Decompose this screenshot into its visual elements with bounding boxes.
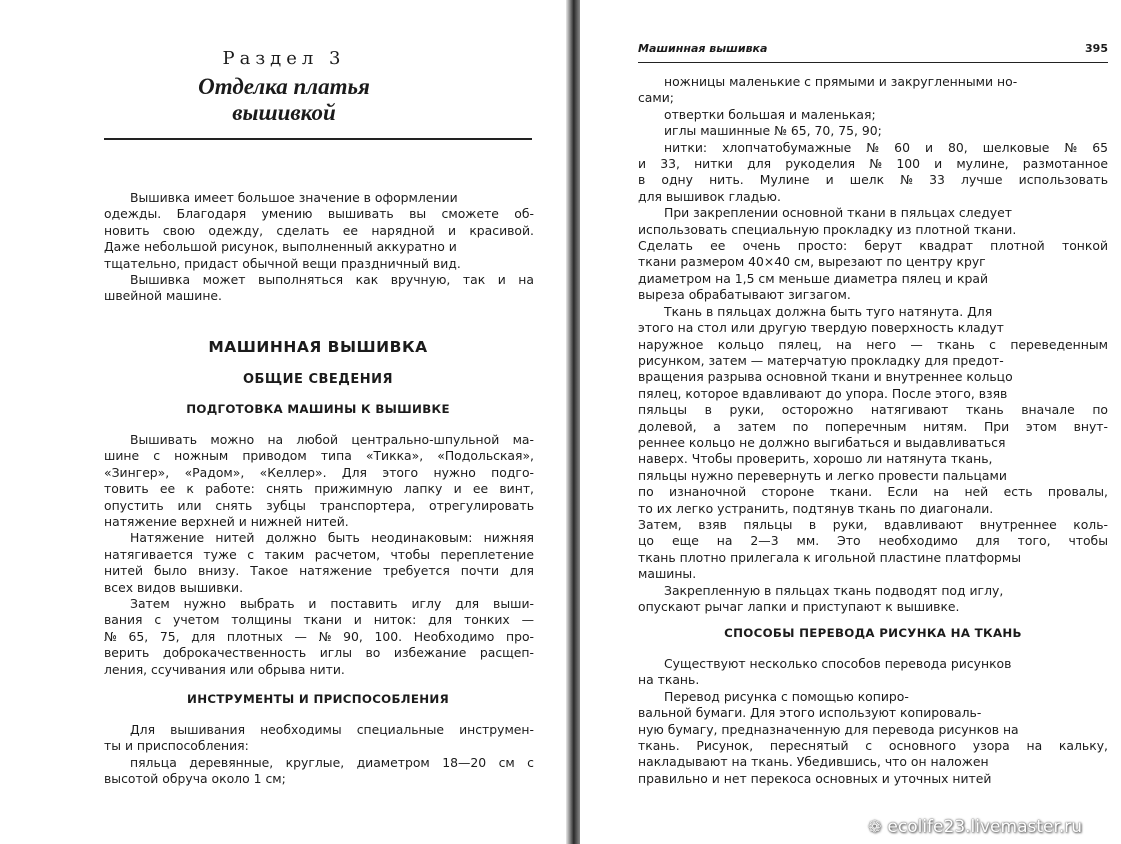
paragraph — [638, 140, 1108, 206]
paragraph — [104, 190, 534, 272]
text-line: Даже небольшой рисунок, выполненный аккуратно и — [104, 239, 457, 255]
text-line: по изнаночной стороне ткани. Если на ней есть провалы, — [638, 484, 1108, 500]
text-line: шине с ножным приводом типа «Тикка», «Подольская», — [104, 448, 534, 464]
text-line: тщательно, придаст обычной вещи праздничный вид. — [104, 255, 461, 271]
paragraph — [104, 272, 534, 305]
section-label: Раздел 3 — [222, 48, 346, 69]
text-line: иглы машинные № 65, 70, 75, 90; — [664, 123, 882, 139]
text-line: сами; — [638, 90, 674, 106]
text-line: верить доброкачественность иглы во избежание расщеп- — [104, 645, 534, 661]
text-line: Затем нужно выбрать и поставить иглу для выши- — [130, 596, 534, 612]
text-line: наружное кольцо пялец, на него — ткань с переведенным — [638, 336, 1108, 352]
prep-text — [104, 432, 534, 678]
running-head-rule — [638, 62, 1108, 63]
text-line: Вышивка может выполняться как вручную, так и на — [130, 272, 534, 288]
text-line: правильно и нет перекоса основных и уточных нитей — [638, 770, 992, 786]
text-line: одежды. Благодаря умению вышивать вы сможете об- — [104, 206, 534, 222]
heading-general-info: ОБЩИЕ СВЕДЕНИЯ — [242, 372, 394, 387]
paragraph — [638, 583, 1108, 616]
text-line: № 65, 75, для плотных — № 90, 100. Необходимо про- — [104, 628, 534, 644]
text-line: Затем, взяв пяльцы в руки, вдавливают внутреннее коль- — [638, 516, 1108, 532]
right-top-text — [638, 74, 1108, 615]
watermark — [868, 817, 1082, 837]
page-number: 395 — [1085, 42, 1108, 55]
text-line: Ткань в пяльцах должна быть туго натянута. Для — [664, 303, 993, 319]
text-line: в одну нить. Мулине и шелк № 33 лучше использовать — [638, 172, 1108, 188]
tools-text — [104, 722, 534, 788]
text-line: Существуют несколько способов перевода рисунков — [664, 656, 1012, 671]
paragraph — [638, 123, 1108, 139]
text-line: нитей было внизу. Такое натяжение требуется почти для — [104, 563, 534, 579]
paragraph — [104, 596, 534, 678]
right-bottom-text — [638, 656, 1108, 787]
chapter-title-line2: вышивкой — [232, 100, 336, 125]
text-line: «Зингер», «Радом», «Келлер». Для этого нужно подго- — [104, 464, 534, 480]
running-head — [638, 42, 1108, 62]
text-line: ткань плотно прилегала к игольной пластине платформы — [638, 549, 1022, 565]
text-line: ную бумагу, предназначенную для перевода рисунков на — [638, 721, 1019, 737]
text-line: вальной бумаги. Для этого используют копироваль- — [638, 705, 982, 721]
text-line: ткань. Рисунок, переснятый с основного узора на кальку, — [638, 738, 1108, 754]
text-line: использовать специальную прокладку из плотной ткани. — [638, 221, 1017, 237]
intro-text — [104, 190, 534, 305]
watermark-text: ecolife23.livemaster.ru — [887, 817, 1083, 837]
text-line: для вышивок гладью. — [638, 188, 781, 204]
paragraph — [104, 530, 534, 596]
text-line: товить ее к работе: снять прижимную лапку и ее винт, — [104, 481, 534, 497]
text-line: на ткань. — [638, 672, 700, 688]
text-line: высотой обруча около 1 см; — [104, 771, 286, 787]
text-line: этого на стол или другую твердую поверхность кладут — [638, 320, 1004, 336]
paragraph — [638, 74, 1108, 107]
text-line: опускают рычаг лапки и приступают к вышивке. — [638, 599, 960, 614]
text-line: и 33, нитки для рукоделия № 100 и мулине, размотанное — [638, 156, 1108, 172]
text-line: ножницы маленькие с прямыми и закругленными но- — [664, 74, 1018, 89]
text-line: Для вышивания необходимы специальные инструмен- — [130, 722, 534, 737]
text-line: новить свою одежду, сделать ее нарядной и красивой. — [104, 222, 534, 238]
text-line: цо еще на 2—3 мм. Это необходимо для того, чтобы — [638, 533, 1108, 549]
text-line: опустить или снять зубцы транспортера, отрегулировать — [104, 497, 534, 513]
heading-machine-prep: ПОДГОТОВКА МАШИНЫ К ВЫШИВКЕ — [186, 402, 450, 416]
title-divider — [104, 138, 532, 140]
text-line: наверх. Чтобы проверить, хорошо ли натянута ткань, — [638, 451, 993, 467]
text-line: долевой, а затем по поперечным нитям. При этом внут- — [638, 418, 1108, 434]
text-line: швейной машине. — [104, 288, 222, 304]
text-line: вания с учетом толщины ткани и ниток: для тонких — — [104, 612, 534, 628]
paragraph — [104, 755, 534, 788]
heading-machine-embroidery: МАШИННАЯ ВЫШИВКА — [208, 338, 428, 356]
text-line: выреза обрабатывают зигзагом. — [638, 287, 851, 303]
text-line: машины. — [638, 566, 697, 582]
paragraph — [638, 656, 1108, 689]
text-line: натягивается туже с таким расчетом, чтобы переплетение — [104, 546, 534, 562]
text-line: ты и приспособления: — [104, 738, 249, 754]
paragraph — [638, 107, 1108, 123]
text-line: пяльцы в руки, осторожно натягивают ткань вначале по — [638, 402, 1108, 418]
paragraph — [638, 689, 1108, 787]
text-line: рисунком, затем — матерчатую прокладку для предот- — [638, 352, 1004, 368]
text-line: Закрепленную в пяльцах ткань подводят под иглу, — [664, 582, 1004, 598]
text-line: пялец, которое вдавливают до упора. После этого, взяв — [638, 385, 1008, 401]
text-line: При закреплении основной ткани в пяльцах следует — [664, 205, 1012, 221]
text-line: то их легко устранить, подтянув ткань по диагонали. — [638, 500, 994, 516]
text-line: нитки: хлопчатобумажные № 60 и 80, шелковые № 65 — [664, 139, 1108, 155]
text-line: натяжение верхней и нижней нитей. — [104, 514, 349, 530]
chapter-title-line1: Отделка платья — [198, 74, 370, 99]
text-line: ления, ссучивания или обрыва нити. — [104, 661, 345, 677]
heading-tools: ИНСТРУМЕНТЫ И ПРИСПОСОБЛЕНИЯ — [187, 692, 449, 706]
text-line: Сделать ее очень просто: берут квадрат плотной тонкой — [638, 238, 1108, 254]
text-line: Натяжение нитей должно быть неодинаковым: нижняя — [130, 530, 534, 546]
paragraph — [104, 432, 534, 530]
heading-transfer-methods: СПОСОБЫ ПЕРЕВОДА РИСУНКА НА ТКАНЬ — [724, 626, 1022, 640]
right-page — [580, 0, 1121, 844]
text-line: ткани размером 40×40 см, вырезают по центру круг — [638, 254, 986, 270]
book-gutter — [566, 0, 580, 844]
running-head-title: Машинная вышивка — [638, 42, 768, 55]
paragraph — [104, 722, 534, 755]
text-line: вращения разрыва основной ткани и внутреннее кольцо — [638, 369, 1013, 385]
text-line: пяльцы нужно перевернуть и легко провести пальцами — [638, 467, 1007, 483]
text-line: всех видов вышивки. — [104, 579, 244, 595]
text-line: Вышивка имеет большое значение в оформлении — [130, 190, 458, 205]
text-line: диаметром на 1,5 см меньше диаметра пялец и край — [638, 270, 989, 286]
paragraph — [638, 205, 1108, 303]
text-line: пяльца деревянные, круглые, диаметром 18—20 см с — [130, 754, 534, 770]
text-line: Перевод рисунка с помощью копиро- — [664, 688, 909, 704]
chapter-title — [0, 74, 568, 126]
paragraph — [638, 304, 1108, 583]
text-line: отвертки большая и маленькая; — [664, 106, 876, 122]
text-line: накладывают на ткань. Убедившись, что он наложен — [638, 754, 989, 770]
text-line: Вышивать можно на любой центрально-шпульной ма- — [130, 432, 534, 447]
text-line: реннее кольцо не должно выгибаться и выдавливаться — [638, 434, 1006, 450]
flower-icon: ❁ — [868, 817, 882, 836]
